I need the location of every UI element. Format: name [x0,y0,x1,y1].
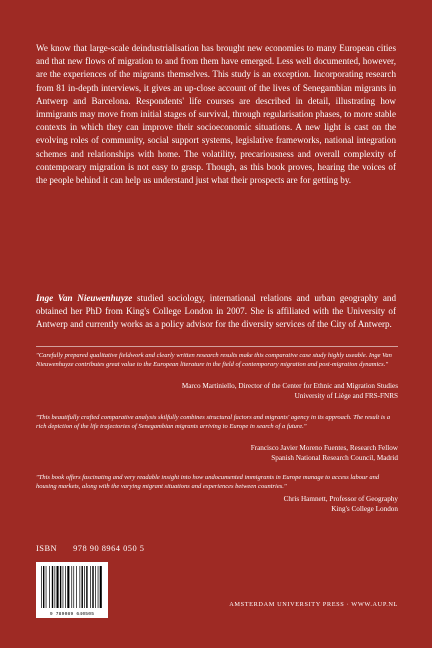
barcode-icon [40,566,104,608]
review-attribution-1 [36,381,398,401]
review-quote-2: "This beautifully crafted comparative analysis skilfully combines structural factors and migrants' agency in its approach. The result is a rich depiction of the life trajectories of Senegambian migrants arriving to Europe in search of a future." [36,414,391,430]
divider [36,346,398,347]
review-attribution-3 [36,494,398,514]
isbn-number: 978 90 8964 050 5 [73,544,145,553]
reviewer-name: Francisco Javier Moreno Fuentes, Research Fellow [250,444,398,452]
review-quote-1: "Carefully prepared qualitative fieldwork and clearly written research results make this comparative case study highly useable. Inge Van Nieuwenhuyze contributes great value to the European literature in the field of contemporary migration and post-migration dynamics." [36,352,392,368]
isbn-label: ISBN [36,544,58,553]
author-bio [36,292,396,332]
review-attribution-2 [36,443,398,463]
author-name: Inge Van Nieuwenhuyze [36,293,133,303]
publisher-line: AMSTERDAM UNIVERSITY PRESS · WWW.AUP.NL [229,601,398,608]
barcode-number: 9 789089 640505 [49,612,95,617]
reviewer-affiliation: Spanish National Research Council, Madrid [271,454,398,463]
barcode [36,562,108,618]
isbn [36,544,144,553]
reviewer-affiliation: University of Liège and FRS-FNRS [294,392,398,401]
author-bio-text: studied sociology, international relations and urban geography and obtained her PhD from King's College London in 2007. She is affiliated with the University of Antwerp and currently works as a policy advisor for the diversity services of the City of Antwerp. [36,293,396,330]
reviewer-affiliation: King's College London [331,505,398,514]
reviewer-name: Chris Hamnett, Professor of Geography [283,495,398,503]
book-description: We know that large-scale deindustrialisation has brought new economies to many European cities and that new flows of migration to and from them have emerged. Less well documented, however, are the experiences of the migrants themselves. This study is an exception. Incorporating research from 81 in-depth interviews, it gives an up-close account of the lives of Senegambian migrants in Antwerp and Barcelona. Respondents' life courses are described in detail, illustrating how immigrants may move from initial stages of survival, through regularisation phases, to more stable contexts in which they can improve their socioeconomic situations. A new light is cast on the evolving roles of community, social support systems, legislative frameworks, national integration schemes and relationships with home. The volatility, precariousness and overall complexity of contemporary migration is not easy to grasp. Though, as this book proves, hearing the voices of the people behind it can help us understand just what their prospects are for getting by. [36,43,396,186]
reviewer-name: Marco Martiniello, Director of the Center for Ethnic and Migration Studies [181,382,398,390]
review-quote-3: "This book offers fascinating and very readable insight into how undocumented immigrants in Europe manage to access labour and housing markets, along with the varying migrant situations and experiences between countries." [36,474,380,490]
